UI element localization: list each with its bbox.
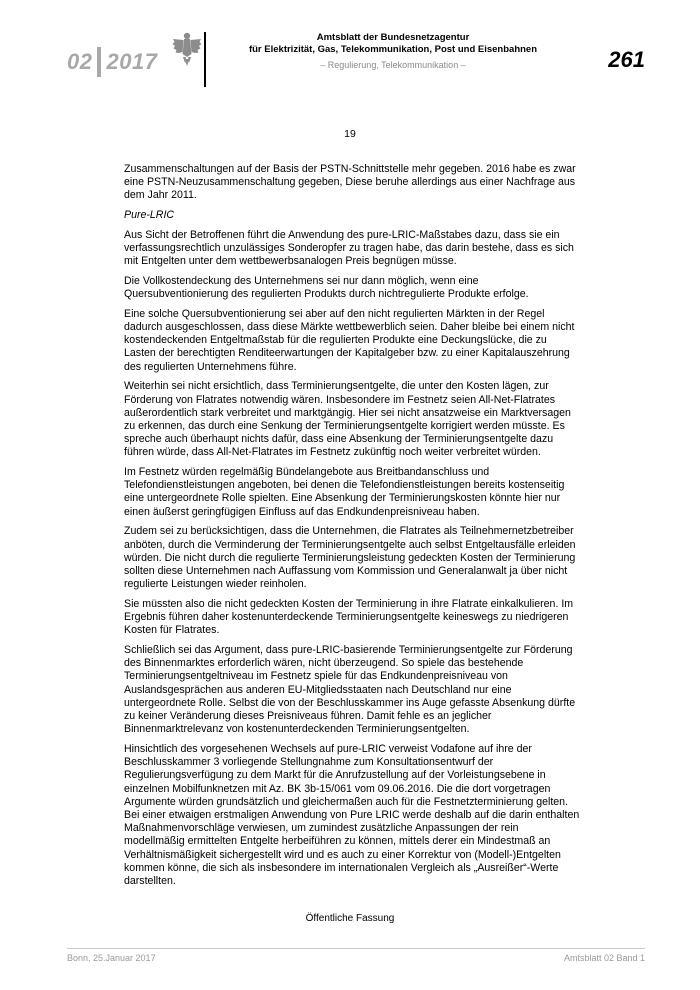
paragraph: Die Vollkostendeckung des Unternehmens sei nur dann möglich, wenn eine Quersubventionierung des regulierten Produkts durch nichtregulierte Produkte erfolge.	[124, 274, 529, 301]
footer-publication: Amtsblatt 02 Band 1	[563, 953, 645, 963]
issue-divider	[97, 47, 101, 77]
paragraph: Im Festnetz würden regelmäßig Bündelangebote aus Breitbandanschluss und Telefondienstleistungen angeboten, bei denen die Telefondienstleistungen bereits kostenseitig eine untergeordnete Rolle spielten. Eine Absenkung der Terminierungskosten könnte hier nur einen äußerst geringfügigen Einfluss auf das Endkundenpreisniveau haben.	[124, 466, 565, 518]
gazette-section: – Regulierung, Telekommunikation –	[320, 60, 466, 70]
public-version-note: Öffentliche Fassung	[305, 913, 395, 924]
federal-eagle-icon	[171, 30, 203, 70]
footer-divider	[67, 948, 645, 949]
gazette-title: Amtsblatt der Bundesnetzagentur	[316, 32, 470, 43]
paragraph: Hinsichtlich des vorgesehenen Wechsels auf pure-LRIC verweist Vodafone auf ihre der Beschlusskammer 3 vorliegende Stellungnahme zum Konsultationsentwurf der Regulierungsverfügung zu dem Markt für die Anrufzustellung auf der Vorleistungsebene in einzelnen Mobilfunknetzen mit Az. BK 3b-15/061 vom 09.06.2016. Die die dort vorgetragen Argumente würden grundsätzlich und gleichermaßen auch für die Festnetzterminierung gelten. Bei einer etwaigen erstmaligen Anwendung von Pure LRIC werde deshalb auf die darin enthalten Maßnahmenvorschläge verwiesen, um zumindest zusätzliche Anpassungen der rein modellmäßig ermittelten Entgelte herbeiführen zu können, mittels derer ein Mindestmaß an Verhältnismäßigkeit sichergestellt wird und es auch zu einer Korrektur von (Modell-)Entgelten kommen könne, die sich als insbesondere im internationalen Vergleich als „Ausreißer“-Werte darstellten.	[124, 742, 580, 887]
paragraph: Zudem sei zu berücksichtigen, dass die Unternehmen, die Flatrates als Teilnehmernetzbetreiber anböten, durch die Verminderung der Terminierungsentgelte auch selbst Entgeltausfälle erleiden würden. Die nicht durch die regulierte Terminierungsleistung gedeckten Kosten der Terminierung sollten diese Unternehmen nach Auffassung vom Kommission und Generalanwalt ja über nicht regulierte Leistungen wieder reinholen.	[124, 525, 576, 591]
paragraph: Sie müssten also die nicht gedeckten Kosten der Terminierung in ihre Flatrate einkalkulieren. Im Ergebnis führen daher kostenunterdeckende Terminierungsentgelte keineswegs zu niedrigeren Kosten für Flatrates.	[124, 597, 574, 637]
document-body	[124, 163, 580, 895]
paragraph: Weiterhin sei nicht ersichtlich, dass Terminierungsentgelte, die unter den Kosten lägen, zur Förderung von Flatrates notwendig wären. Insbesondere im Festnetz seien All-Net-Flatrates außerordentlich stark verbreitet und marktgängig. Hier sei nicht ansatzweise ein Marktversagen zu erkennen, das durch eine Senkung der Terminierungsentgelte korrigiert werden müsste. Es spreche auch überhaupt nichts dafür, dass eine Absenkung der Terminierungsentgelte dazu führen würde, dass All-Net-Flatrates im Festnetz zukünftig noch weiter verbreitet würden.	[124, 380, 571, 459]
issue-number: 02	[67, 49, 93, 74]
footer-place-date: Bonn, 25.Januar 2017	[67, 953, 156, 963]
paragraph: Zusammenschaltungen auf der Basis der PSTN-Schnittstelle mehr gegeben. 2016 habe es zwar eine PSTN-Neuzusammenschaltung gegeben, Diese beruhe allerdings aus einer Nachfrage aus dem Jahr 2011.	[124, 163, 576, 202]
document-page-number: 19	[344, 128, 356, 140]
emblem-divider	[204, 32, 206, 87]
issue-year: 2017	[106, 49, 158, 74]
paragraph: Eine solche Quersubventionierung sei aber auf den nicht regulierten Märkten in der Regel dadurch ausgeschlossen, dass diese Märkte wettbewerblich seien. Daher bleibe bei einem nicht kostendeckenden Entgeltmaßstab für die regulierten Produkte eine Deckungslücke, die zu Lasten der berechtigten Renditeerwartungen der Kapitalgeber bzw. zu einer Kapitalauszehrung des regulierten Unternehmens führe.	[124, 307, 575, 373]
issue-label	[67, 47, 157, 77]
paragraph: Schließlich sei das Argument, dass pure-LRIC-basierende Terminierungsentgelte zur Förderung des Binnenmarktes erforderlich wären, nicht überzeugend. So spiele das bestehende Terminierungsentgeltniveau im Festnetz spiele für das Endkundenpreisniveau von Auslandsgesprächen aus anderen EU-Mitgliedsstaaten nach Deutschland nur eine untergeordnete Rolle. Selbst die von der Beschlusskammer ins Auge gefasste Absenkung dürfte zu keiner Veränderung dieses Preisniveaus führen. Damit fehle es an jeglicher Binnenmarktrelevanz von kostenunterdeckenden Terminierungsentgelten.	[124, 644, 576, 736]
page-number: 261	[608, 47, 645, 72]
section-heading: Pure-LRIC	[124, 209, 175, 222]
paragraph: Aus Sicht der Betroffenen führt die Anwendung des pure-LRIC-Maßstabes dazu, dass sie ein verfassungsrechtlich unzulässiges Sonderopfer zu tragen habe, das darin bestehe, dass es sich mit Entgelten unter dem wettbewerbsanalogen Preis begnügen müsse.	[124, 228, 574, 268]
gazette-subtitle: für Elektrizität, Gas, Telekommunikation, Post und Eisenbahnen	[248, 44, 538, 55]
